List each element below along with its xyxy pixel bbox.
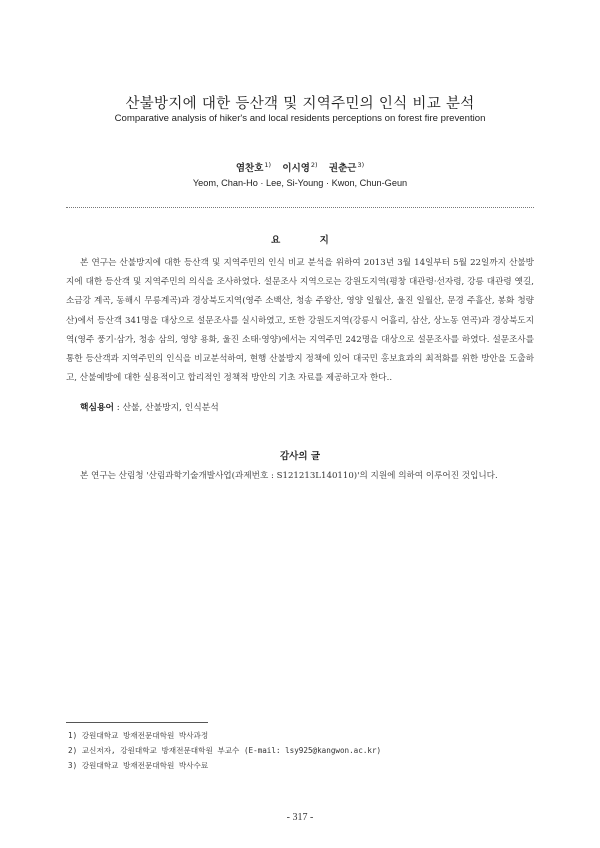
- abstract-body: 본 연구는 산불방지에 대한 등산객 및 지역주민의 인식 비교 분석을 위하여 2013년 3월 14일부터 5월 22일까지 산불방지에 대한 등산객 및 지역주민의 의식을 조사하였다. 설문조사 지역으로는 강원도지역(평창 대관령·선자령, 강릉 대관령 옛길, 소금강 계곡, 동해시 무릉계곡)과 경상북도지역(영주 소백산, 청송 주왕산, 영양 일월산, 울진 일월산, 문경 주흘산, 봉화 청량산)에서 등산객 341명을 대상으로 설문조사를 실시하였고, 또한 강원도지역(강릉시 어흘리, 삼산, 상노동 연곡)과 경상북도지역(영주 풍기·삼가, 청송 삼의, 영양 용화, 울진 소태·영양)에서는 지역주민 242명을 대상으로 설문조사를 하였다. 설문조사를 통한 등산객과 지역주민의 인식을 비교분석하여, 현행 산불방지 정책에 있어 대국민 홍보효과의 최적화를 위한 방안을 도출하고, 산불예방에 대한 실용적이고 합리적인 정책적 방안의 기초 자료를 제공하고자 한다..: [66, 258, 534, 384]
- title-english: Comparative analysis of hiker's and local residents perceptions on forest fire prevention: [114, 113, 486, 124]
- author-footnote-mark: 2): [310, 161, 318, 169]
- keywords-values: 산불, 산불방지, 인식분석: [122, 403, 219, 413]
- acknowledgement-heading: 감사의 글: [279, 451, 320, 462]
- footnote-item: 1) 강원대학교 방재전문대학원 박사과정: [68, 731, 209, 740]
- acknowledgement-body: 본 연구는 산림청 '산림과학기술개발사업(과제번호 : S121213L140110)'의 지원에 의하여 이루어진 것입니다.: [80, 471, 498, 481]
- footnote-rule: [66, 722, 208, 723]
- author-name: 염찬호: [235, 163, 264, 174]
- page-number: - 317 -: [286, 812, 314, 823]
- footnote-item: 2) 교신저자, 강원대학교 방재전문대학원 부교수 (E-mail: lsy925@kangwon.ac.kr): [68, 746, 382, 755]
- author-footnote-mark: 3): [357, 161, 365, 169]
- author-name: 이시영: [282, 163, 310, 174]
- author-footnote-mark: 1): [264, 161, 272, 169]
- author-name: 권춘근: [328, 163, 357, 174]
- keywords-label: 핵심용어: [80, 403, 114, 413]
- keywords-separator: :: [114, 403, 123, 413]
- abstract-heading: 요 지: [271, 235, 347, 246]
- authors-korean: [0, 160, 600, 174]
- keywords: [80, 400, 219, 413]
- authors-english: Yeom, Chan-Ho · Lee, Si-Young · Kwon, Chun-Geun: [192, 178, 408, 188]
- footnote-item: 3) 강원대학교 방재전문대학원 박사수료: [68, 761, 209, 770]
- title-korean: 산불방지에 대한 등산객 및 지역주민의 인식 비교 분석: [125, 96, 475, 112]
- section-divider: [66, 207, 534, 208]
- footnotes: [68, 728, 538, 773]
